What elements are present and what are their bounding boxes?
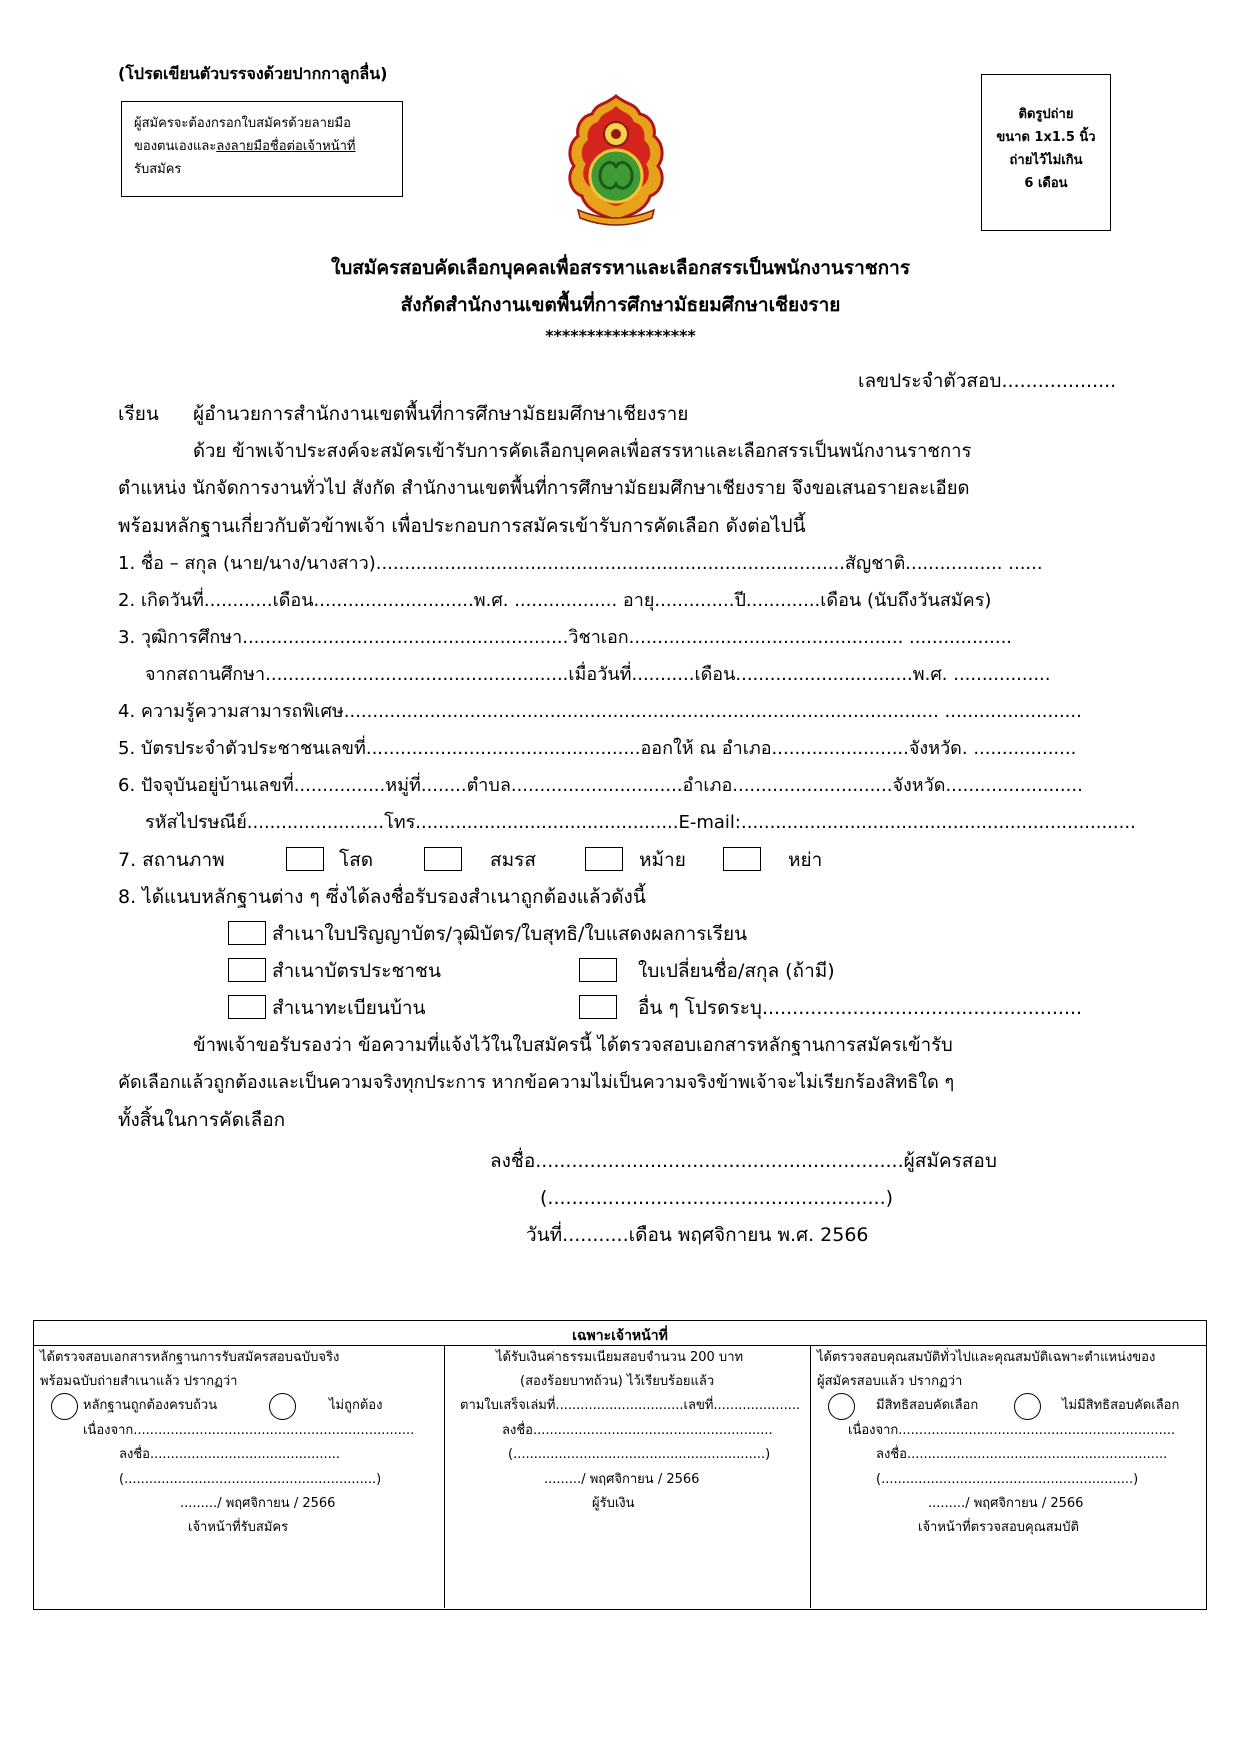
col3-role-label: เจ้าหน้าที่ตรวจสอบคุณสมบัติ xyxy=(918,1520,1079,1535)
col3-name-field[interactable]: (.............................................................) xyxy=(876,1472,1139,1487)
salutation-label: เรียน xyxy=(118,403,159,425)
marital-divorced-label: หย่า xyxy=(788,849,823,871)
institution-date-field[interactable]: จากสถานศึกษา.....................................................เมื่อวันที่...........เดือน...............................พ.ศ. ................. xyxy=(145,664,1051,685)
col3-ineligible-radio[interactable] xyxy=(1014,1393,1041,1420)
marital-widowed-checkbox[interactable] xyxy=(585,847,623,871)
col1-complete-radio[interactable] xyxy=(51,1393,78,1420)
col2-role-label: ผู้รับเงิน xyxy=(592,1496,635,1511)
col3-eligible-label: มีสิทธิสอบคัดเลือก xyxy=(876,1398,979,1413)
marital-married-checkbox[interactable] xyxy=(424,847,462,871)
photo-note-line3: ถ่ายไว้ไม่เกิน xyxy=(1009,153,1083,168)
pen-instruction: (โปรดเขียนตัวบรรจงด้วยปากกาลูกลื่น) xyxy=(118,64,388,83)
col2-date-field[interactable]: ........./ พฤศจิกายน / 2566 xyxy=(544,1472,700,1487)
intro-line2: ตำแหน่ง นักจัดการงานทั่วไป สังกัด สำนักงานเขตพื้นที่การศึกษามัธยมศึกษาเชียงราย จึงขอเสนอรายละเอียด xyxy=(118,478,970,499)
col1-signature-field[interactable]: ลงชื่อ.............................................. xyxy=(119,1447,341,1462)
doc-degree-label: สำเนาใบปริญญาบัตร/วุฒิบัตร/ใบสุทธิ/ใบแสดงผลการเรียน xyxy=(272,923,748,945)
salutation-recipient: ผู้อำนวยการสำนักงานเขตพื้นที่การศึกษามัธยมศึกษาเชียงราย xyxy=(193,403,689,425)
col3-date-field[interactable]: ........./ พฤศจิกายน / 2566 xyxy=(928,1496,1084,1511)
col1-complete-label: หลักฐานถูกต้องครบถ้วน xyxy=(83,1398,218,1413)
col1-role-label: เจ้าหน้าที่รับสมัคร xyxy=(188,1520,289,1535)
col3-line2: ผู้สมัครสอบแล้ว ปรากฏว่า xyxy=(817,1374,963,1389)
marital-single-label: โสด xyxy=(339,849,374,871)
doc-id-card-checkbox[interactable] xyxy=(228,958,266,982)
handwriting-note-line2-underlined: ลงลายมือชื่อต่อเจ้าหน้าที่ xyxy=(216,139,356,154)
handwriting-note-line1: ผู้สมัครจะต้องกรอกใบสมัครด้วยลายมือ xyxy=(134,116,351,131)
col2-signature-field[interactable]: ลงชื่อ.......................................................... xyxy=(502,1423,773,1438)
applicant-name-field[interactable]: (........................................................) xyxy=(540,1187,894,1209)
doc-house-registration-checkbox[interactable] xyxy=(228,995,266,1019)
doc-degree-checkbox[interactable] xyxy=(228,921,266,945)
handwriting-note-line3: รับสมัคร xyxy=(134,162,182,177)
photo-placeholder xyxy=(981,74,1111,231)
handwriting-note-line2 xyxy=(134,139,355,155)
col1-name-field[interactable]: (.............................................................) xyxy=(119,1472,382,1487)
form-title-stars: ****************** xyxy=(545,326,696,345)
intro-line3: พร้อมหลักฐานเกี่ยวกับตัวข้าพเจ้า เพื่อประกอบการสมัครเข้ารับการคัดเลือก ดังต่อไปนี้ xyxy=(118,515,806,537)
col3-ineligible-label: ไม่มีสิทธิสอบคัดเลือก xyxy=(1062,1398,1180,1413)
doc-other-checkbox[interactable] xyxy=(579,995,617,1019)
certify-line3: ทั้งสิ้นในการคัดเลือก xyxy=(118,1109,286,1131)
name-nationality-field[interactable]: 1. ชื่อ – สกุล (นาย/นาง/นางสาว)..................................................................................สัญชาติ................. ...... xyxy=(118,553,1043,574)
contact-field[interactable]: รหัสไปรษณีย์........................โทร..............................................E-mail:..................................................................... xyxy=(145,812,1136,833)
doc-name-change-label: ใบเปลี่ยนชื่อ/สกุล (ถ้ามี) xyxy=(638,960,835,982)
marital-status-label: 7. สถานภาพ xyxy=(118,849,225,871)
marital-divorced-checkbox[interactable] xyxy=(723,847,761,871)
col2-name-field[interactable]: (.............................................................) xyxy=(508,1447,771,1462)
col1-date-field[interactable]: ........./ พฤศจิกายน / 2566 xyxy=(180,1496,336,1511)
handwriting-note-line2-plain: ของตนเองและ xyxy=(134,139,217,154)
certify-line1: ข้าพเจ้าขอรับรองว่า ข้อความที่แจ้งไว้ในใบสมัครนี้ ได้ตรวจสอบเอกสารหลักฐานการสมัครเข้ารับ xyxy=(193,1035,953,1056)
education-major-field[interactable]: 3. วุฒิการศึกษา.........................................................วิชาเอก................................................ .................. xyxy=(118,627,1013,648)
doc-house-registration-label: สำเนาทะเบียนบ้าน xyxy=(272,997,426,1019)
form-title-line2: สังกัดสำนักงานเขตพื้นที่การศึกษามัธยมศึกษาเชียงราย xyxy=(400,294,841,316)
col1-reason-field[interactable]: เนื่องจาก.................................................................... xyxy=(83,1423,415,1438)
office-col-qualification xyxy=(810,1346,1207,1621)
col3-signature-field[interactable]: ลงชื่อ............................................................... xyxy=(876,1447,1168,1462)
marital-widowed-label: หม้าย xyxy=(639,849,686,871)
col1-line2: พร้อมฉบับถ่ายสำเนาแล้ว ปรากฏว่า xyxy=(40,1374,238,1389)
birthdate-age-field[interactable]: 2. เกิดวันที่............เดือน............................พ.ศ. .................. อายุ..............ปี.............เดือน (นับถึงวันสมัคร) xyxy=(118,590,992,611)
col3-reason-field[interactable]: เนื่องจาก................................................................... xyxy=(848,1423,1176,1438)
id-card-field[interactable]: 5. บัตรประจำตัวประชาชนเลขที่................................................ออกให้ ณ อำเภอ........................จังหวัด. .................. xyxy=(118,738,1077,759)
special-skills-field[interactable]: 4. ความรู้ความสามารถพิเศษ........................................................................................................ ........................ xyxy=(118,701,1082,722)
photo-note-line1: ติดรูปถ่าย xyxy=(1018,107,1074,122)
applicant-signature-field[interactable]: ลงชื่อ.............................................................ผู้สมัครสอบ xyxy=(490,1150,997,1172)
doc-name-change-checkbox[interactable] xyxy=(579,958,617,982)
office-col-receipt xyxy=(33,1346,444,1621)
col3-eligible-radio[interactable] xyxy=(828,1393,855,1420)
doc-id-card-label: สำเนาบัตรประชาชน xyxy=(272,960,441,982)
col2-line1: ได้รับเงินค่าธรรมเนียมสอบจำนวน 200 บาท xyxy=(496,1350,744,1365)
documents-label: 8. ได้แนบหลักฐานต่าง ๆ ซึ่งได้ลงชื่อรับรองสำเนาถูกต้องแล้วดังนี้ xyxy=(118,886,646,908)
obec-emblem xyxy=(556,92,676,232)
col1-incorrect-radio[interactable] xyxy=(269,1393,296,1420)
doc-other-field[interactable]: อื่น ๆ โปรดระบุ..................................................... xyxy=(638,997,1083,1019)
col1-line1: ได้ตรวจสอบเอกสารหลักฐานการรับสมัครสอบฉบับจริง xyxy=(40,1350,340,1365)
form-title-line1: ใบสมัครสอบคัดเลือกบุคคลเพื่อสรรหาและเลือกสรรเป็นพนักงานราชการ xyxy=(330,257,911,279)
signature-date-field[interactable]: วันที่...........เดือน พฤศจิกายน พ.ศ. 2566 xyxy=(526,1224,869,1246)
photo-note-line2: ขนาด 1x1.5 นิ้ว xyxy=(996,130,1096,145)
col3-line1: ได้ตรวจสอบคุณสมบัติทั่วไปและคุณสมบัติเฉพาะตำแหน่งของ xyxy=(817,1350,1156,1365)
office-use-title: เฉพาะเจ้าหน้าที่ xyxy=(572,1328,668,1344)
col2-receipt-field[interactable]: ตามใบเสร็จเล่มที่...............................เลขที่..................... xyxy=(460,1398,801,1413)
address-field[interactable]: 6. ปัจจุบันอยู่บ้านเลขที่................หมู่ที่........ตำบล..............................อำเภอ............................จังหวัด........................ xyxy=(118,775,1083,796)
photo-note-line4: 6 เดือน xyxy=(1024,176,1068,191)
marital-married-label: สมรส xyxy=(490,849,536,871)
col2-line2: (สองร้อยบาทถ้วน) ไว้เรียบร้อยแล้ว xyxy=(520,1374,715,1389)
office-col-payment xyxy=(444,1346,810,1621)
exam-id-field[interactable]: เลขประจำตัวสอบ................... xyxy=(858,370,1117,392)
marital-single-checkbox[interactable] xyxy=(286,847,324,871)
certify-line2: คัดเลือกแล้วถูกต้องและเป็นความจริงทุกประการ หากข้อความไม่เป็นความจริงข้าพเจ้าจะไม่เรียกร้องสิทธิใด ๆ xyxy=(118,1072,955,1093)
col1-incorrect-label: ไม่ถูกต้อง xyxy=(329,1398,383,1413)
handwriting-note-box xyxy=(121,101,403,197)
intro-line1: ด้วย ข้าพเจ้าประสงค์จะสมัครเข้ารับการคัดเลือกบุคคลเพื่อสรรหาและเลือกสรรเป็นพนักงานราชการ xyxy=(193,441,972,462)
emblem-seal-icon xyxy=(556,92,676,232)
